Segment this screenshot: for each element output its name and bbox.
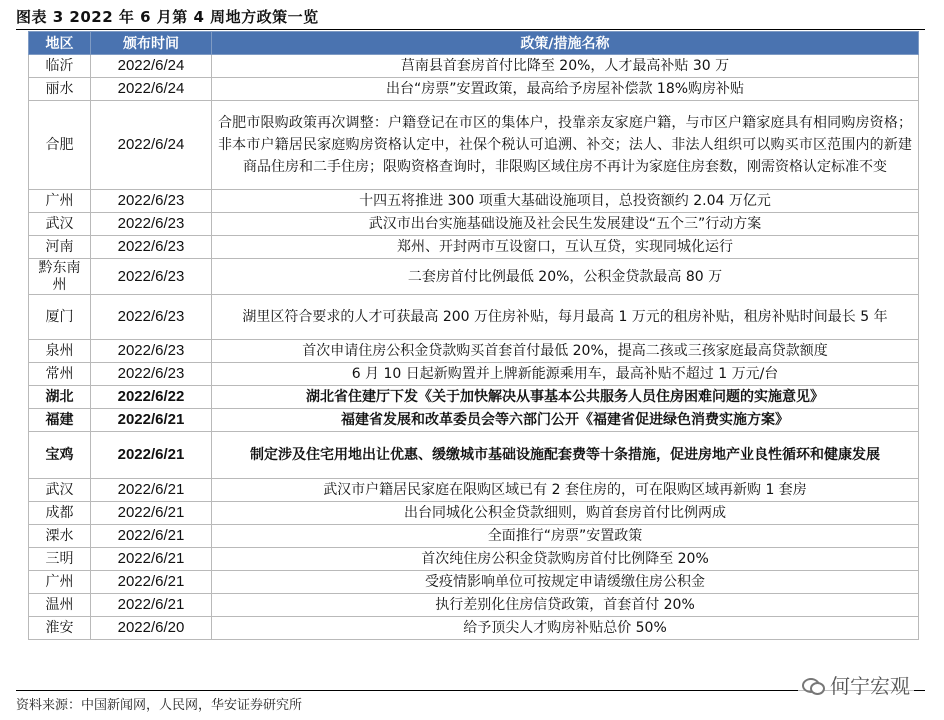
cell-region: 河南 xyxy=(29,236,91,259)
cell-region: 三明 xyxy=(29,548,91,571)
cell-policy: 福建省发展和改革委员会等六部门公开《福建省促进绿色消费实施方案》 xyxy=(212,409,919,432)
cell-policy: 湖北省住建厅下发《关于加快解决从事基本公共服务人员住房困难问题的实施意见》 xyxy=(212,386,919,409)
cell-date: 2022/6/23 xyxy=(91,190,212,213)
policy-table xyxy=(28,31,919,640)
cell-region: 武汉 xyxy=(29,213,91,236)
table-row xyxy=(29,295,919,340)
header-date: 颁布时间 xyxy=(91,32,212,55)
cell-date: 2022/6/21 xyxy=(91,409,212,432)
cell-policy: 首次纯住房公积金贷款购房首付比例降至 20% xyxy=(212,548,919,571)
header-policy: 政策/措施名称 xyxy=(212,32,919,55)
cell-date: 2022/6/21 xyxy=(91,548,212,571)
cell-region: 广州 xyxy=(29,571,91,594)
cell-date: 2022/6/23 xyxy=(91,340,212,363)
table-row xyxy=(29,571,919,594)
table-row xyxy=(29,548,919,571)
cell-region: 合肥 xyxy=(29,101,91,190)
cell-date: 2022/6/24 xyxy=(91,78,212,101)
cell-region: 湖北 xyxy=(29,386,91,409)
cell-date: 2022/6/23 xyxy=(91,295,212,340)
cell-date: 2022/6/20 xyxy=(91,617,212,640)
cell-policy: 6 月 10 日起新购置并上牌新能源乘用车，最高补贴不超过 1 万元/台 xyxy=(212,363,919,386)
cell-policy: 二套房首付比例最低 20%，公积金贷款最高 80 万 xyxy=(212,259,919,295)
cell-region: 常州 xyxy=(29,363,91,386)
cell-policy: 给予顶尖人才购房补贴总价 50% xyxy=(212,617,919,640)
cell-date: 2022/6/21 xyxy=(91,571,212,594)
cell-date: 2022/6/23 xyxy=(91,236,212,259)
cell-date: 2022/6/21 xyxy=(91,502,212,525)
cell-policy: 受疫情影响单位可按规定申请缓缴住房公积金 xyxy=(212,571,919,594)
table-row xyxy=(29,101,919,190)
cell-policy: 合肥市限购政策再次调整：户籍登记在市区的集体户，投靠亲友家庭户籍，与市区户籍家庭具有相同购房资格；非本市户籍居民家庭购房资格认定中，社保个税认可追溯、补交；法人、非法人组织可以购买市区范围内的新建商品住房和二手住房；限购资格查询时，非限购区域住房不再计为家庭住房套数，刚需资格认定标准不变 xyxy=(212,101,919,190)
cell-region: 泉州 xyxy=(29,340,91,363)
title-rule xyxy=(16,29,925,30)
bottom-rule xyxy=(16,690,925,691)
table-row xyxy=(29,190,919,213)
table-row xyxy=(29,213,919,236)
cell-region: 成都 xyxy=(29,502,91,525)
cell-policy: 十四五将推进 300 项重大基础设施项目，总投资额约 2.04 万亿元 xyxy=(212,190,919,213)
cell-policy: 武汉市户籍居民家庭在限购区域已有 2 套住房的，可在限购区域再新购 1 套房 xyxy=(212,479,919,502)
table-row xyxy=(29,432,919,479)
cell-region: 福建 xyxy=(29,409,91,432)
watermark xyxy=(798,670,914,699)
cell-policy: 莒南县首套房首付比降至 20%，人才最高补贴 30 万 xyxy=(212,55,919,78)
wechat-icon xyxy=(802,676,824,694)
cell-date: 2022/6/22 xyxy=(91,386,212,409)
table-row xyxy=(29,502,919,525)
cell-region: 武汉 xyxy=(29,479,91,502)
table-row xyxy=(29,409,919,432)
watermark-text: 何宁宏观 xyxy=(830,674,910,698)
table-row xyxy=(29,236,919,259)
cell-region: 临沂 xyxy=(29,55,91,78)
table-row xyxy=(29,617,919,640)
cell-policy: 出台同城化公积金贷款细则，购首套房首付比例两成 xyxy=(212,502,919,525)
cell-date: 2022/6/21 xyxy=(91,594,212,617)
cell-region: 丽水 xyxy=(29,78,91,101)
cell-date: 2022/6/21 xyxy=(91,525,212,548)
cell-region: 黔东南州 xyxy=(29,259,91,295)
cell-date: 2022/6/21 xyxy=(91,479,212,502)
table-row xyxy=(29,259,919,295)
table-row xyxy=(29,594,919,617)
cell-region: 溧水 xyxy=(29,525,91,548)
cell-region: 宝鸡 xyxy=(29,432,91,479)
cell-date: 2022/6/24 xyxy=(91,55,212,78)
cell-policy: 首次申请住房公积金贷款购买首套首付最低 20%，提高二孩或三孩家庭最高贷款额度 xyxy=(212,340,919,363)
cell-date: 2022/6/23 xyxy=(91,259,212,295)
cell-region: 厦门 xyxy=(29,295,91,340)
cell-policy: 出台“房票”安置政策，最高给予房屋补偿款 18%购房补贴 xyxy=(212,78,919,101)
cell-date: 2022/6/21 xyxy=(91,432,212,479)
cell-date: 2022/6/24 xyxy=(91,101,212,190)
cell-date: 2022/6/23 xyxy=(91,363,212,386)
table-header-row xyxy=(29,32,919,55)
cell-policy: 全面推行“房票”安置政策 xyxy=(212,525,919,548)
table-row xyxy=(29,340,919,363)
table-row xyxy=(29,386,919,409)
table-row xyxy=(29,78,919,101)
source-note: 资料来源：中国新闻网，人民网，华安证券研究所 xyxy=(16,698,303,713)
table-row xyxy=(29,55,919,78)
cell-policy: 执行差别化住房信贷政策，首套首付 20% xyxy=(212,594,919,617)
cell-region: 温州 xyxy=(29,594,91,617)
table-row xyxy=(29,525,919,548)
cell-region: 广州 xyxy=(29,190,91,213)
table-row xyxy=(29,363,919,386)
header-region: 地区 xyxy=(29,32,91,55)
cell-policy: 制定涉及住宅用地出让优惠、缓缴城市基础设施配套费等十条措施，促进房地产业良性循环和健康发展 xyxy=(212,432,919,479)
cell-region: 淮安 xyxy=(29,617,91,640)
table-row xyxy=(29,479,919,502)
cell-policy: 武汉市出台实施基础设施及社会民生发展建设“五个三”行动方案 xyxy=(212,213,919,236)
cell-date: 2022/6/23 xyxy=(91,213,212,236)
figure-title: 图表 3 2022 年 6 月第 4 周地方政策一览 xyxy=(16,8,319,26)
cell-policy: 郑州、开封两市互设窗口，互认互贷，实现同城化运行 xyxy=(212,236,919,259)
cell-policy: 湖里区符合要求的人才可获最高 200 万住房补贴，每月最高 1 万元的租房补贴，租房补贴时间最长 5 年 xyxy=(212,295,919,340)
